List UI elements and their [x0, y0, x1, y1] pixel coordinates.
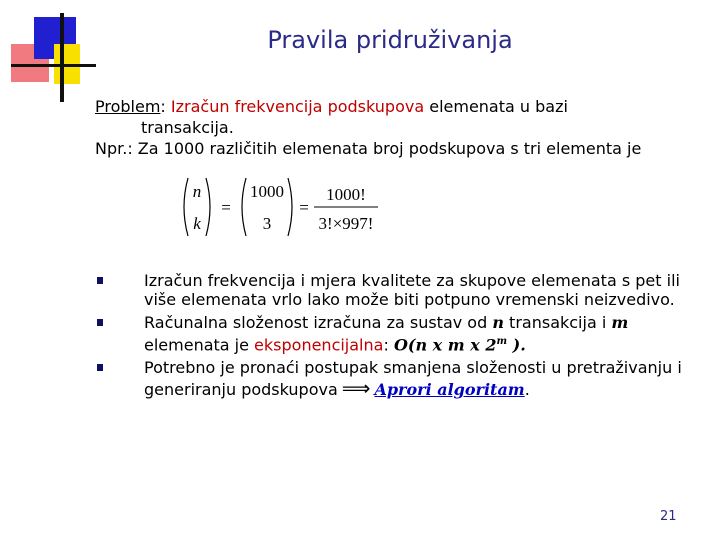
problem-statement: [95, 96, 705, 117]
bullet-2-complexity: O(n x m x 2: [393, 335, 497, 355]
formula-k: k: [193, 214, 201, 233]
paren-right-2: [288, 178, 292, 236]
bullet-square-icon: [97, 277, 103, 284]
problem-colon: :: [160, 97, 171, 116]
decor-horizontal-line: [11, 64, 96, 67]
bullet-2-exponent: m: [496, 336, 508, 347]
bullet-2-m: m: [611, 313, 629, 332]
bullet-3-text: Potrebno je pronaći postupak smanjena složenosti u pretraživanju i generiranju podskupova: [144, 358, 682, 400]
bullet-1-text: Izračun frekvencija i mjera kvalitete za skupove elemenata s pet ili više elemenata vrlo lako može biti potpuno vremenski neizvedivo.: [144, 271, 680, 309]
bullet-2-complexity-end: ).: [507, 335, 526, 355]
formula-numerator: 1000!: [326, 185, 366, 204]
formula-eq2: =: [299, 198, 309, 217]
problem-highlight: Izračun frekvencija podskupova: [170, 97, 425, 116]
formula-eq1: =: [221, 198, 231, 217]
apriori-link[interactable]: Aprori algoritam: [374, 380, 525, 400]
bullet-2-highlight: eksponencijalna: [254, 335, 384, 355]
paren-right-1: [206, 178, 210, 236]
decor-vertical-line: [60, 13, 64, 102]
bullet-3-end: .: [524, 380, 530, 400]
formula-bottom: 3: [262, 214, 272, 233]
problem-continuation: transakcija.: [141, 118, 234, 137]
intro-text: [95, 96, 705, 159]
paren-left-2: [242, 178, 246, 236]
list-item: [95, 271, 695, 309]
bullet-2-part-d: :: [383, 335, 394, 355]
bullet-square-icon: [97, 364, 103, 371]
formula-n: n: [192, 182, 202, 201]
page-number: 21: [660, 509, 677, 524]
paren-left-1: [184, 178, 188, 236]
bullet-list: [95, 271, 695, 404]
list-item: [95, 358, 695, 400]
bullet-square-icon: [97, 319, 103, 326]
bullet-2-part-b: transakcija i: [503, 313, 612, 332]
implies-arrow-icon: ⟹: [341, 376, 371, 401]
bullet-2-n: n: [492, 313, 504, 332]
binomial-formula: [180, 176, 380, 238]
problem-label: Problem: [95, 97, 161, 116]
formula-top: 1000: [250, 182, 284, 201]
bullet-2-part-c: elemenata je: [144, 335, 255, 355]
list-item: [95, 313, 695, 354]
slide-title: Pravila pridruživanja: [267, 26, 513, 54]
example-line: Npr.: Za 1000 različitih elemenata broj podskupova s tri elementa je: [95, 139, 642, 158]
formula-denominator: 3!×997!: [318, 214, 374, 233]
bullet-2-part-a: Računalna složenost izračuna za sustav od: [144, 313, 493, 332]
problem-rest: elemenata u bazi: [424, 97, 568, 116]
